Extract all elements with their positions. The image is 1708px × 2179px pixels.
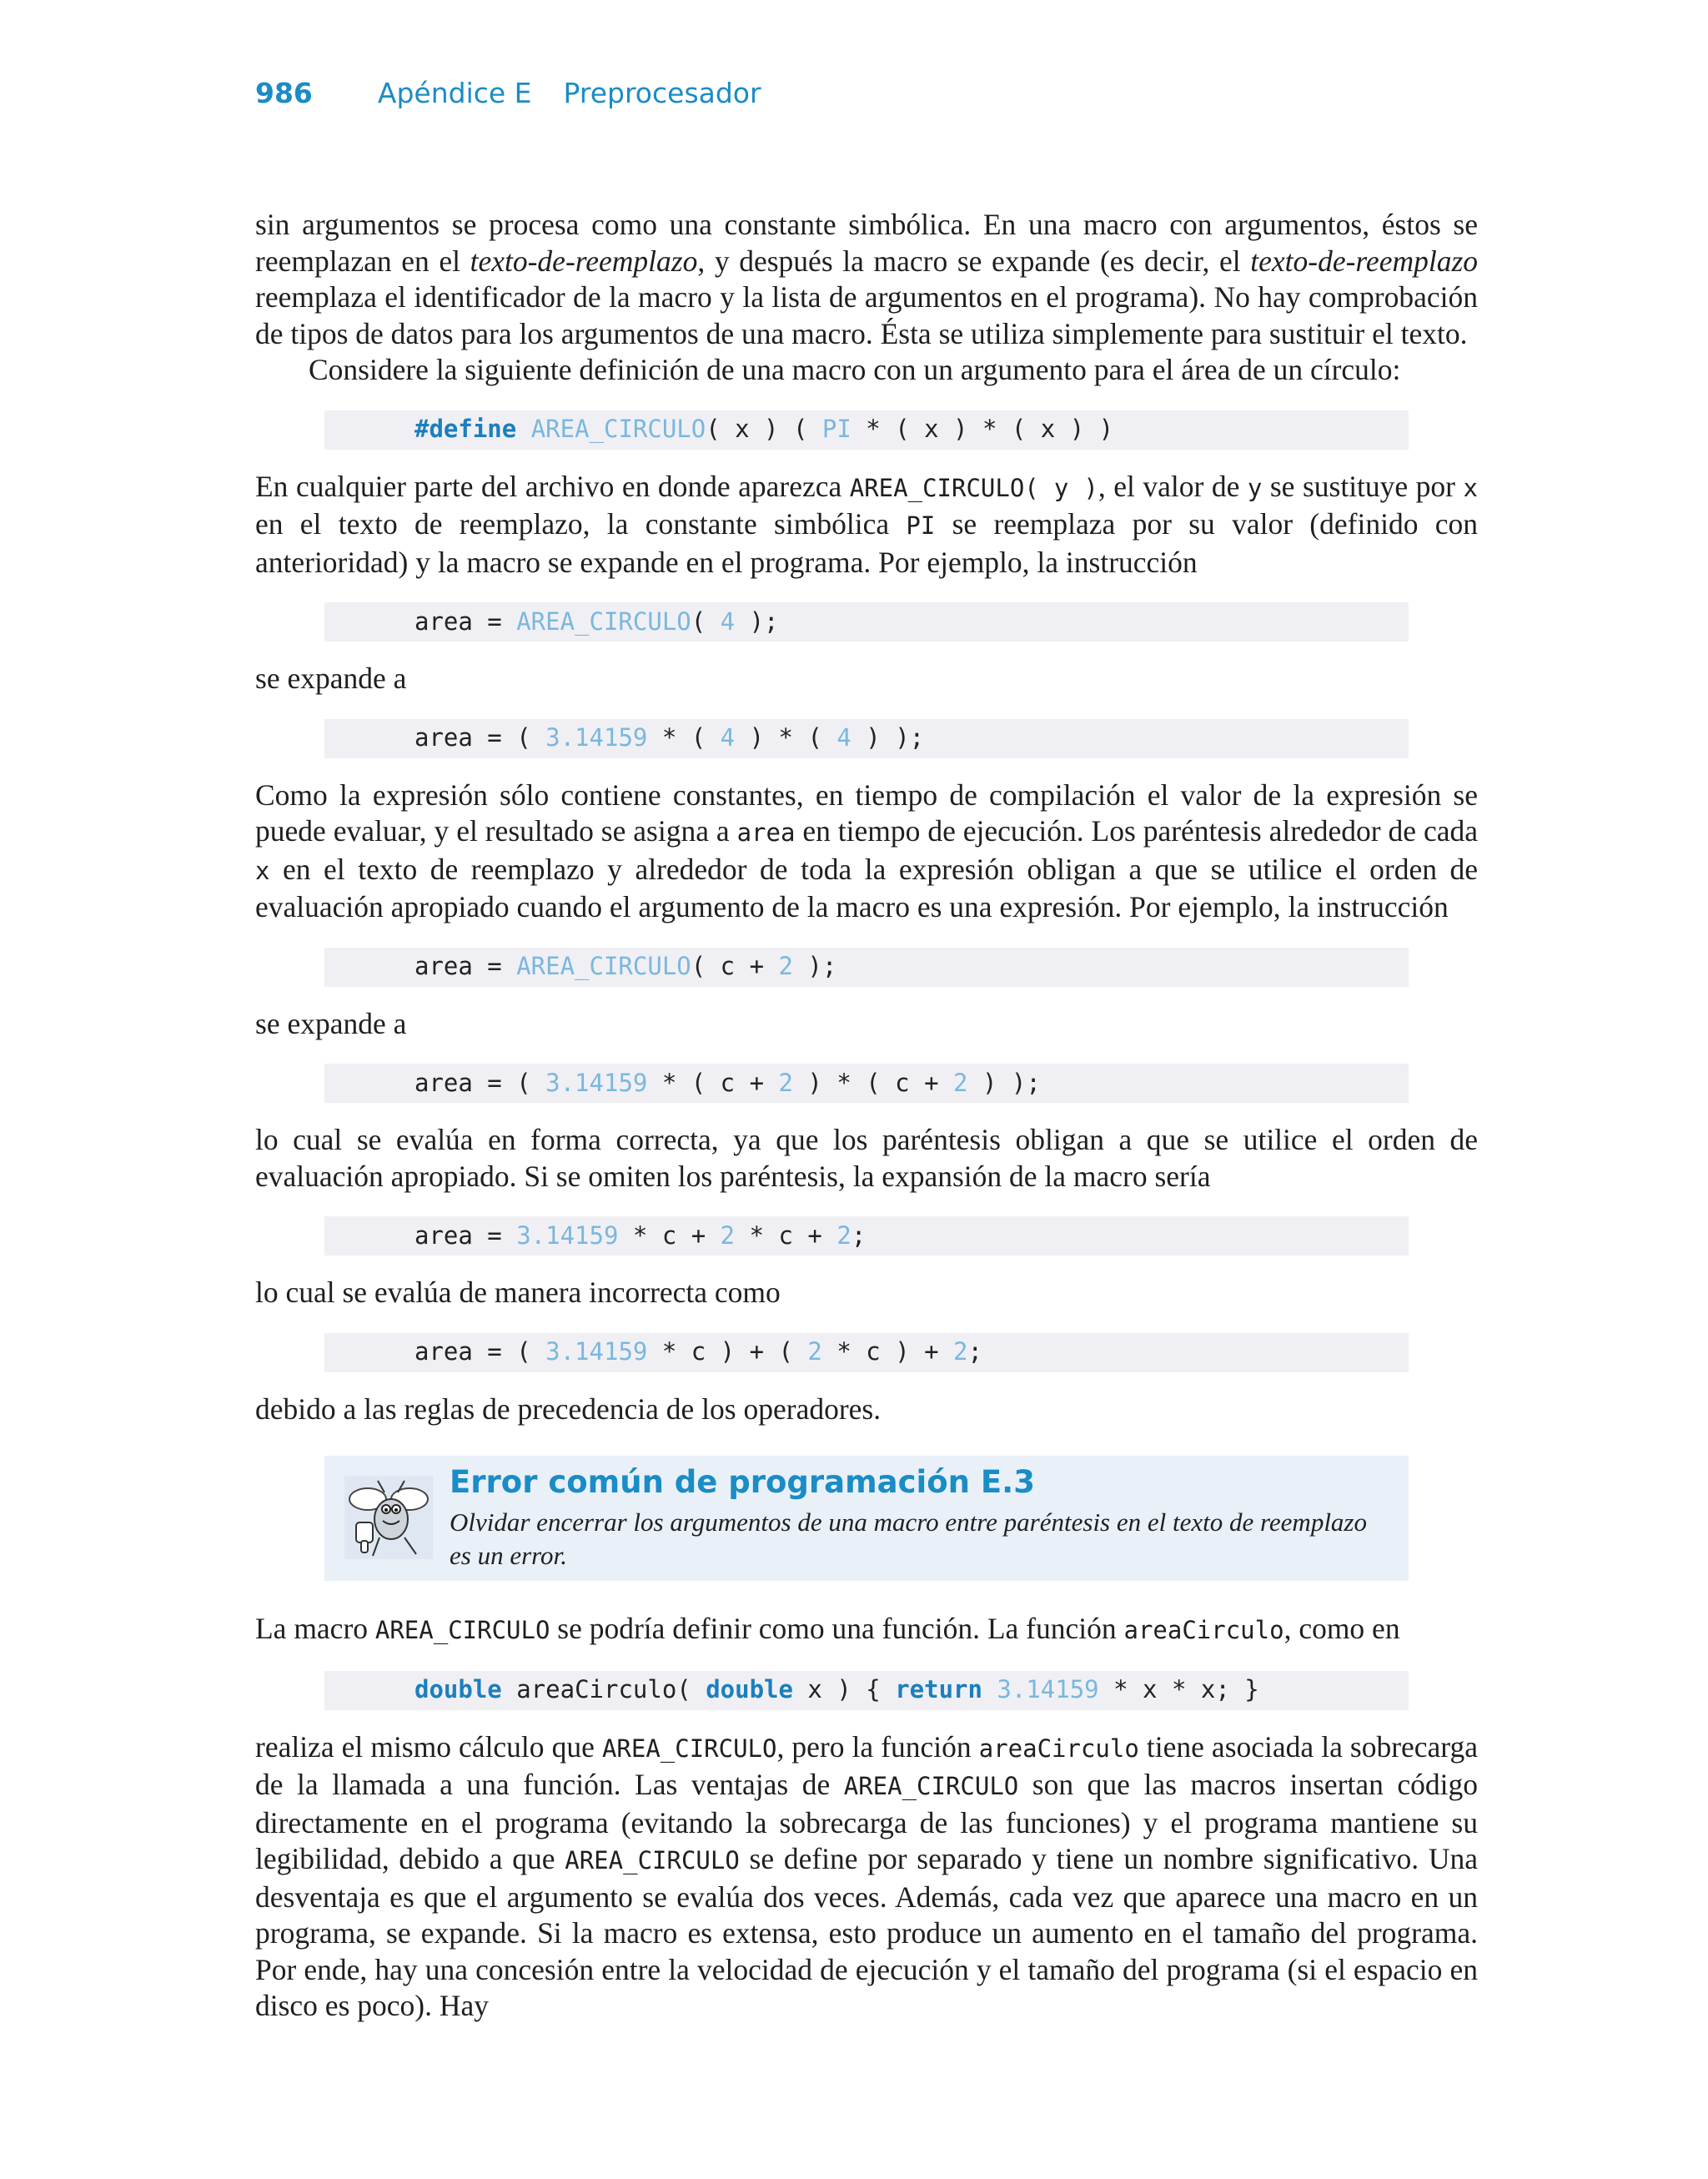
paragraph-tradeoffs: realiza el mismo cálculo que AREA_CIRCULO, pero la función areaCirculo tiene asociada la sobrecarga de la llamada a una función. Las ventajas de AREA_CIRCULO son que las macros insertan código directamente en el programa (evitando la sobrecarga de las funciones) y el programa mantiene su legibilidad, debido a que AREA_CIRCULO se define por separado y tiene un nombre significativo. Una desventaja es que el argumento se evalúa dos veces. Además, cada vez que aparece una macro en un programa, se expande. Si la macro es extensa, esto produce un aumento en el tamaño del programa. Por ende, hay una concesión entre la velocidad de ejecución y el tamaño del programa (si el espacio en disco es poco). Hay [255,1729,1479,2022]
paragraph-correct-eval: lo cual se evalúa en forma correcta, ya que los paréntesis obligan a que se utilice el orden de evaluación apropiado. Si se omiten los paréntesis, la expansión de la macro sería [255,1123,1478,1193]
running-header [255,77,761,123]
section-label: Preprocesador [563,77,761,109]
paragraph-function-alt: La macro AREA_CIRCULO se podría definir como una función. La función areaCirculo, como en [255,1612,1400,1645]
error-box-text: Olvidar encerrar los argumentos de una macro entre paréntesis en el texto de reemplazo es un error. [450,1507,1368,1570]
page-body [255,207,1478,2025]
code-block-function: double areaCirculo( double x ) { return 3.14159 * x * x; } [324,1671,1409,1710]
code-block-define: #define AREA_CIRCULO ( x ) ( PI * ( x ) * ( x ) ) [324,410,1409,450]
page-number: 986 [255,77,313,109]
paragraph-incorrect-eval: lo cual se evalúa de manera incorrecta como [255,1276,781,1309]
code-block-area-call-expr: area = AREA_CIRCULO ( c + 2 ); [324,948,1409,987]
paragraph-substitution: En cualquier parte del archivo en donde aparezca AREA_CIRCULO( y ), el valor de y se sustituye por x en el texto de reemplazo, la constante simbólica PI se reemplaza por su valor (definido con anterioridad) y la macro se expande en el programa. Por ejemplo, la instrucción [255,469,1478,579]
code-block-expr-expanded: area = ( 3.14159 * ( c + 2 ) * ( c + 2 ) ); [324,1064,1409,1103]
paragraph-precedence: debido a las reglas de precedencia de los operadores. [255,1391,882,1426]
paragraph-constants: Como la expresión sólo contiene constantes, en tiempo de compilación el valor de la expresión se puede evaluar, y el resultado se asigna a area en tiempo de ejecución. Los paréntesis alrededor de cada x en el texto de reemplazo y alrededor de toda la expresión obligan a que se utilice el orden de evaluación apropiado cuando el argumento de la macro es una expresión. Por ejemplo, la instrucción [255,777,1478,923]
error-box-title: Error común de programación E.3 [450,1464,1035,1500]
code-block-area-expanded: area = ( 3.14159 * ( 4 ) * ( 4 ) ); [324,719,1409,758]
bug-thumbs-down-icon [343,1474,435,1561]
common-error-box [324,1456,1409,1581]
chapter-label: Apéndice E [377,77,532,109]
code-block-no-parens: area = 3.14159 * c + 2 * c + 2 ; [324,1216,1409,1256]
paragraph-intro: sin argumentos se procesa como una constante simbólica. En una macro con argumentos, éstos se reemplazan en el texto-de-reemplazo, y después la macro se expande (es decir, el texto-de-reemplazo reemplaza el identificador de la macro y la lista de argumentos en el programa). No hay comprobación de tipos de datos para los argumentos de una macro. Ésta se utiliza simplemente para sustituir el texto. [255,208,1479,350]
paragraph-define-intro: Considere la siguiente definición de una macro con un argumento para el área de un círculo: [309,353,1401,386]
paragraph-expands-to-2: se expande a [255,1006,407,1040]
code-block-area-call: area = AREA_CIRCULO ( 4 ); [324,602,1409,642]
code-block-incorrect: area = ( 3.14159 * c ) + ( 2 * c ) + 2 ; [324,1333,1409,1372]
paragraph-expands-to: se expande a [255,662,407,695]
